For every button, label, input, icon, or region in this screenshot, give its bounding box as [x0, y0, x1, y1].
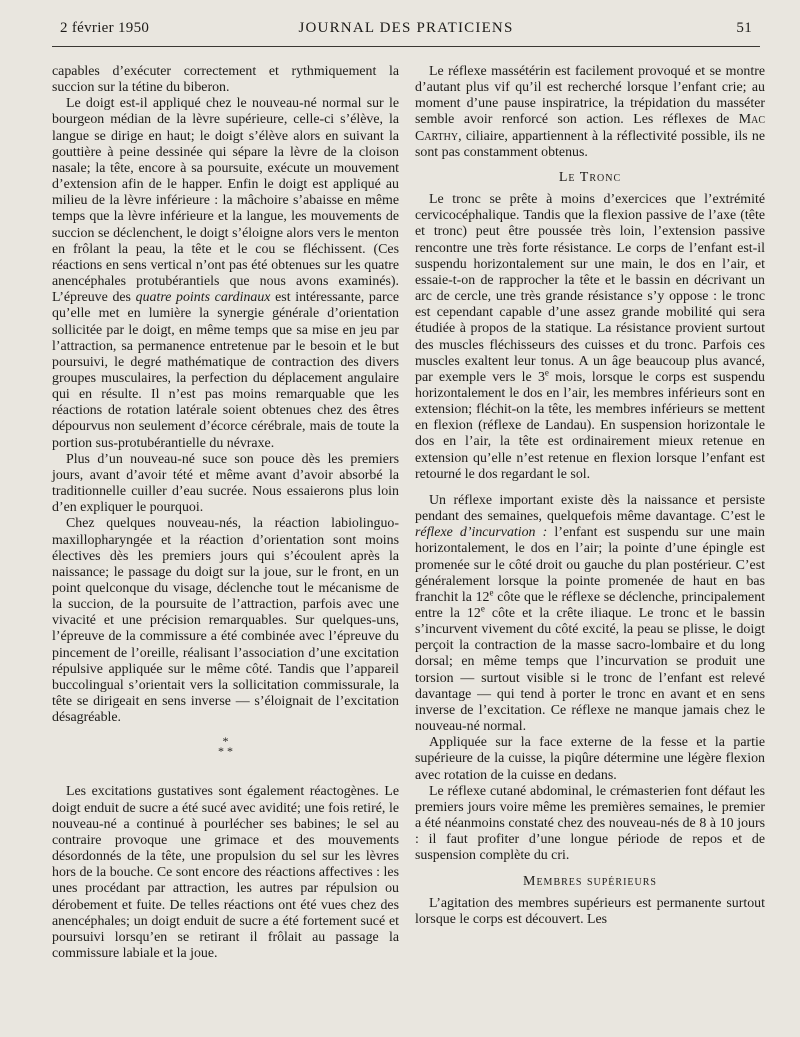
header-page-number: 51	[736, 20, 752, 36]
paragraph-gap	[415, 483, 765, 493]
paragraph-text: est intéressante, parce qu’elle met en lumière la synergie générale d’orientation sollicitée par le doigt, en même temps que sa mise en jeu par l’attraction, sa permanence entretenue par le besoin et le but poursuivi, le degré mathématique de contraction des divers groupes musculaires, la perfection du déplacement angulaire qui en résulte. Il n’est pas moins remarquable que les réactions de rotation latérale soient obtenues chez des êtres dépourvus non seulement d’écorce cérébrale, mais de toute la portion sus-protubérantielle du névraxe.	[52, 290, 399, 451]
paragraph-text: l’enfant est suspendu sur une main horizontalement, le dos en l’air; la pointe d’une épingle est promenée sur le côté droit ou gauche du plan postérieur. C’est généralement lorsque la pointe promenée de haut en bas franchit la 12	[415, 525, 765, 605]
paragraph-text: Un réflexe important existe dès la naissance et persiste pendant des semaines, quelquefois même davantage. C’est le	[415, 492, 765, 525]
section-heading-tronc: Le Tronc	[558, 169, 622, 185]
right-column	[415, 64, 765, 928]
paragraph-text: Le doigt est-il appliqué chez le nouveau-né normal sur le bourgeon médian de la lèvre supérieure, celle-ci s’élève, la langue se dirige en haut; le doigt s’élève alors en suivant la gouttière à peine dessinée qui sépare la lèvre de la cloison nasale; la tête, encore à sa poursuite, exécute un mouvement d’extension afin de le happer. Enfin le doigt est appliqué au milieu de la lèvre inférieure : la mâchoire s’abaisse en même temps que la lèvre inférieure et la langue, les mouvements de succion se déclenchent, le doigt s’éloigne alors vers le menton en frôlant la peau, la tête et le cou se fléchissent. (Ces réactions en sens vertical n’ont pas été obtenues sur les quatre anencéphales protubérantiels que nous avons examinés). L’épreuve des	[52, 96, 399, 306]
section-heading-membres-superieurs: Membres supérieurs	[523, 873, 657, 889]
superscript: e	[489, 587, 494, 598]
paragraph	[52, 96, 399, 451]
paragraph: Les excitations gustatives sont également réactogènes. Le doigt enduit de sucre a été sucé avec avidité; une fois retiré, le nouveau-né a continué à pourlécher ses babines; le sel au contraire provoque une grimace et des mouvements désordonnés de la tête, une propulsion du sel sur les lèvres hors de la bouche. Ce sont encore des réactions affectives : les unes procédant par attraction, les autres par répulsion ou dérobement et fuite. De telles réactions ont été vues chez des anencéphales; un doigt enduit de sucre a été fortement sucé et poursuivi lorsqu’en se retirant il frôlait au passage la commissure labiale et la joue.	[52, 784, 399, 961]
header-rule	[52, 46, 760, 47]
paragraph-text: , ciliaire, appartiennent à la réflectivité possible, ils ne sont pas constamment obtenus.	[415, 128, 765, 160]
italic-term: quatre points cardinaux	[135, 290, 271, 306]
superscript: e	[544, 367, 549, 378]
paragraph	[415, 64, 765, 161]
paragraph-text: mois, lorsque le corps est suspendu horizontalement le dos en l’air, les membres inférieurs sont en extension; fléchit-on la tête, les membres inférieurs se mettent en flexion (réflexe de Landau). En suspension horizontale le dos en l’air, la tête est ordinairement mieux retenue en extension qu’elle n’est retenue en flexion lorsque l’enfant est retourné le dos regardant le sol.	[415, 369, 765, 482]
paragraph	[415, 192, 765, 483]
asterisk-top: *	[222, 734, 229, 749]
paragraph	[415, 493, 765, 735]
paragraph-text: côte et la crête iliaque. Le tronc et le bassin s’incurvent vivement du côté excité, la peau se plisse, le doigt perçoit la contraction de la masse sacro-lombaire et du long dorsal; en même temps que l’incurvation se produit une torsion — surtout visible si le tronc de l’enfant est relevé davantage — qui tend à porter le tronc en avant et en sens inverse de l’excitation. Ce réflexe ne manque jamais chez le nouveau-né normal.	[415, 606, 765, 735]
left-column	[52, 64, 399, 962]
author-name: Mac Carthy	[415, 112, 765, 144]
paragraph: Le réflexe cutané abdominal, le crémasterien font défaut les premiers jours voire même les premières semaines, le premier a été néanmoins constaté chez des nouveau-nés de 8 à 10 jours : il faut profiter d’une longue période de repos et de suspension complète du cri.	[415, 783, 765, 864]
section-separator-asterisks	[52, 734, 399, 759]
header-journal-title: JOURNAL DES PRATICIENS	[298, 20, 514, 36]
italic-term: réflexe d’incurvation :	[415, 525, 548, 541]
superscript: e	[480, 603, 485, 614]
paragraph: capables d’exécuter correctement et rythmiquement la succion sur la tétine du biberon.	[52, 64, 399, 96]
paragraph-text: Le tronc se prête à moins d’exercices que l’extrémité cervicocéphalique. Tandis que la flexion passive de l’axe (tête et tronc) peut être poussée très loin, l’extension passive rencontre une très forte résistance. Le corps de l’enfant est-il suspendu horizontalement sur une main, le dos en l’air, et essaie-t-on de rapprocher la tête et le bassin en décrivant un arc de cercle, une très grande résistance s’y oppose : le tronc est cependant capable d’une assez grande mobilité qui sera étudiée à propos de la statique. La résistance provient surtout des muscles fléchisseurs des cuisses et du tronc. Parfois ces muscles exaltent leur tonus. A un âge beaucoup plus avancé, par exemple vers le 3	[415, 192, 765, 385]
paragraph: Chez quelques nouveau-nés, la réaction labiolinguo-maxillopharyngée et la réaction d’orientation sont moins électives dès les premiers jours qui s’écoulent après la naissance; le passage du doigt sur la joue, sur le front, en un point quelconque du visage, déclenche tout le mécanisme de la succion, de la poursuite de l’attraction, parfois avec une vivacité et une précision remarquables. Sur quelques-uns, l’épreuve de la commissure a été combinée avec l’épreuve du pincement de l’oreille, réalisant l’association d’une excitation répulsive appliquée sur le même côté. Tandis que l’appareil buccolingual s’orientait vers la sollicitation commissurale, la tête se dirigeait en sens inverse — s’éloignait de l’excitation désagréable.	[52, 516, 399, 726]
paragraph-text: côte que le réflexe se déclenche, principalement entre la 12	[415, 589, 765, 621]
header-date: 2 février 1950	[60, 20, 150, 36]
paragraph: L’agitation des membres supérieurs est permanente surtout lorsque le corps est découvert. Les	[415, 895, 765, 927]
paragraph-text: Le réflexe massétérin est facilement provoqué et se montre d’autant plus vif qu’il est recherché lorsque l’enfant crie; au moment d’une pause inspiratrice, la trépidation du masséter semble avoir renforcé son action. Les réflexes de	[415, 64, 765, 128]
page-header	[60, 20, 752, 46]
paragraph: Plus d’un nouveau-né suce son pouce dès les premiers jours, avant d’avoir tété et même avant d’avoir absorbé la traditionnelle cuiller d’eau sucrée. Nous essaierons plus loin d’en expliquer le pourquoi.	[52, 451, 399, 516]
asterisk-bottom: * *	[218, 744, 233, 759]
paragraph: Appliquée sur la face externe de la fesse et la partie supérieure de la cuisse, la piqûre détermine une légère flexion avec rotation de la cuisse en dedans.	[415, 735, 765, 783]
